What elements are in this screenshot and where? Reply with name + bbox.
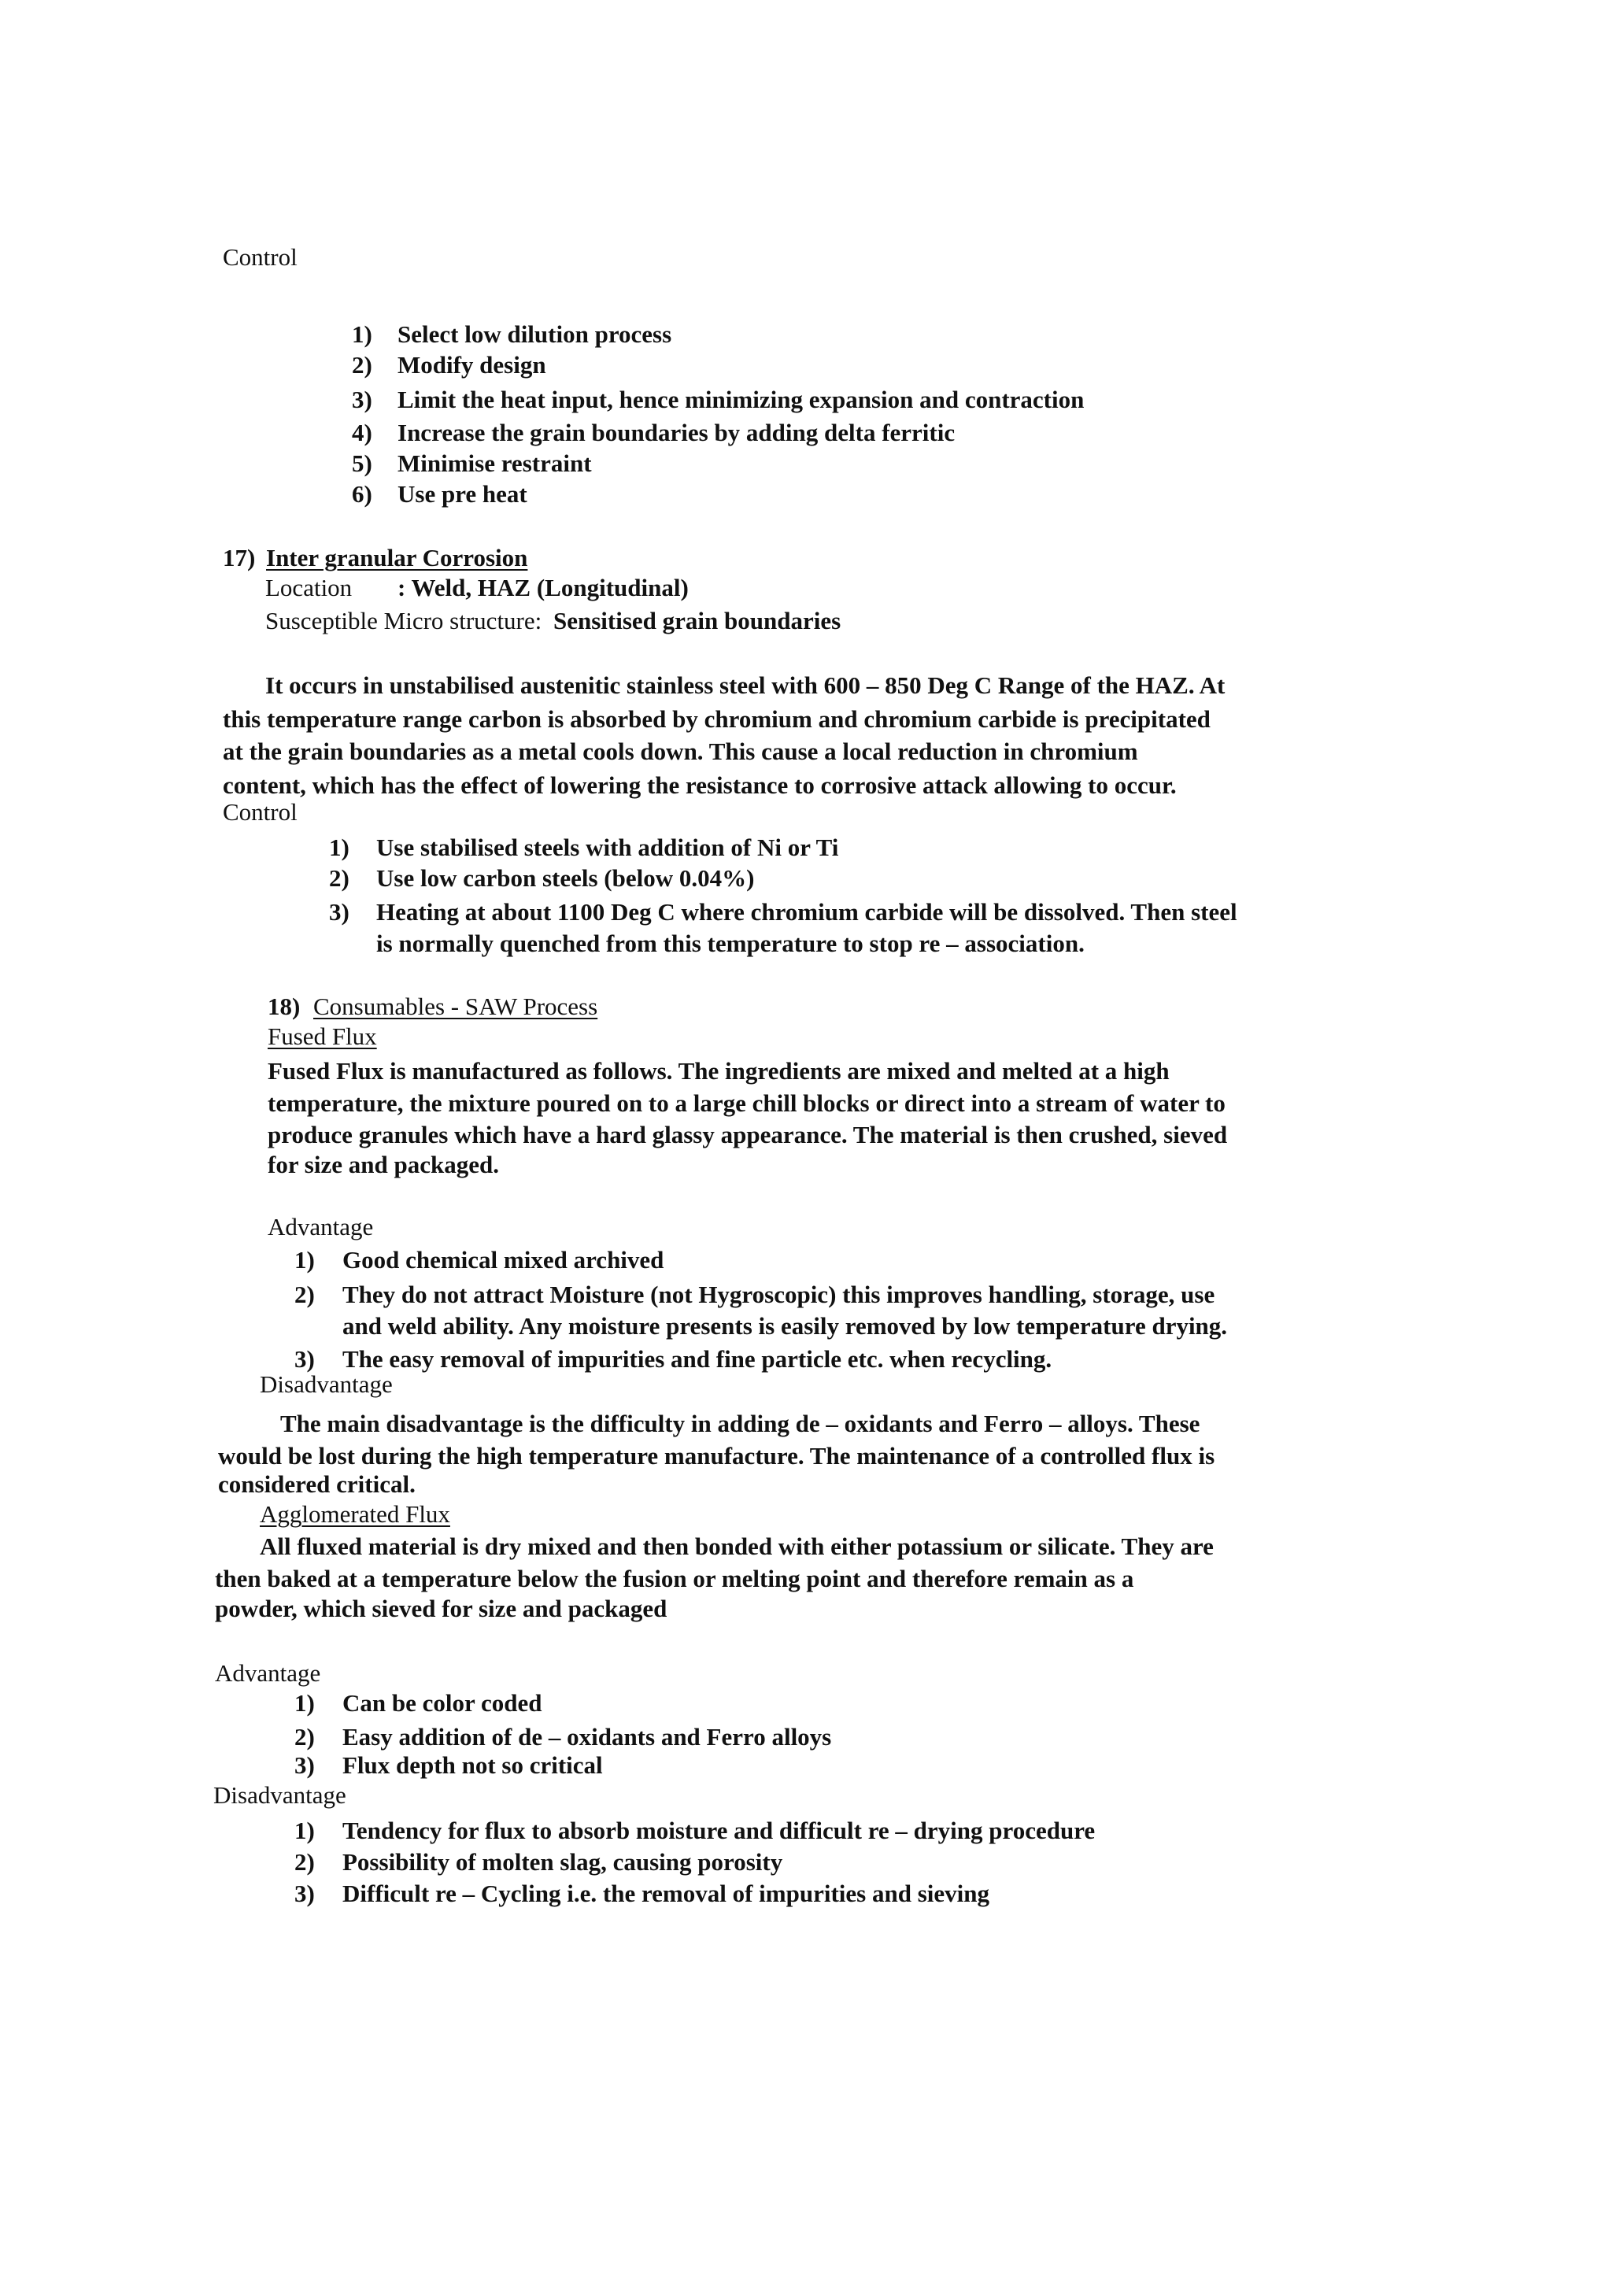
section-title: Inter granular Corrosion [266, 544, 528, 571]
location-value: : Weld, HAZ (Longitudinal) [397, 574, 689, 601]
microstructure-label: Susceptible Micro structure: [265, 607, 542, 634]
list-item: Good chemical mixed archived [342, 1246, 664, 1274]
list-item: Use pre heat [397, 480, 527, 508]
paragraph-line: Fused Flux is manufactured as follows. The ingredients are mixed and melted at a high [268, 1057, 1170, 1085]
list-item: Tendency for flux to absorb moisture and difficult re – drying procedure [342, 1817, 1096, 1844]
disadvantage-heading: Disadvantage [213, 1781, 346, 1809]
paragraph-line: at the grain boundaries as a metal cools down. This cause a local reduction in chromium [223, 738, 1138, 765]
paragraph-line: temperature, the mixture poured on to a large chill blocks or direct into a stream of water to [268, 1089, 1226, 1117]
paragraph-line: content, which has the effect of lowering the resistance to corrosive attack allowing to occur. [223, 771, 1177, 799]
control-heading: Control [223, 798, 298, 826]
list-item: Increase the grain boundaries by adding delta ferritic [397, 419, 956, 446]
paragraph-line: powder, which sieved for size and packaged [215, 1595, 667, 1622]
advantage-heading: Advantage [215, 1659, 321, 1687]
list-item: Possibility of molten slag, causing porosity [342, 1848, 783, 1876]
list-item-continuation: is normally quenched from this temperature to stop re – association. [376, 930, 1085, 957]
list-item: Easy addition of de – oxidants and Ferro alloys [342, 1723, 832, 1751]
disadvantage-heading: Disadvantage [260, 1370, 393, 1398]
list-item: The easy removal of impurities and fine particle etc. when recycling. [342, 1345, 1052, 1373]
list-number: 2) [294, 1281, 315, 1308]
list-number: 1) [329, 834, 349, 861]
list-item: Limit the heat input, hence minimizing expansion and contraction [397, 386, 1085, 413]
list-number: 2) [294, 1723, 315, 1751]
list-number: 1) [294, 1246, 315, 1274]
list-item: Flux depth not so critical [342, 1751, 603, 1779]
microstructure-value: Sensitised grain boundaries [553, 607, 841, 634]
location-label: Location [265, 574, 353, 601]
paragraph-line: The main disadvantage is the difficulty in adding de – oxidants and Ferro – alloys. These [280, 1410, 1200, 1437]
list-number: 3) [294, 1345, 315, 1373]
list-number: 3) [294, 1880, 315, 1907]
list-number: 1) [352, 320, 372, 348]
list-number: 1) [294, 1689, 315, 1717]
paragraph-line: It occurs in unstabilised austenitic stainless steel with 600 – 850 Deg C Range of the HAZ. At [265, 671, 1226, 699]
list-item: Use stabilised steels with addition of Ni or Ti [376, 834, 839, 861]
paragraph-line: then baked at a temperature below the fusion or melting point and therefore remain as a [215, 1565, 1134, 1592]
paragraph-line: considered critical. [218, 1470, 416, 1498]
list-item: They do not attract Moisture (not Hygroscopic) this improves handling, storage, use [342, 1281, 1215, 1308]
list-item: Can be color coded [342, 1689, 542, 1717]
list-item: Use low carbon steels (below 0.04%) [376, 864, 755, 892]
control-heading: Control [223, 243, 298, 271]
paragraph-line: produce granules which have a hard glassy appearance. The material is then crushed, sieved [268, 1121, 1228, 1148]
section-number: 17) [223, 544, 256, 571]
list-item: Minimise restraint [397, 449, 592, 477]
advantage-heading: Advantage [268, 1213, 374, 1240]
subsection-heading: Agglomerated Flux [260, 1500, 450, 1528]
list-item: Difficult re – Cycling i.e. the removal of impurities and sieving [342, 1880, 989, 1907]
paragraph-line: would be lost during the high temperature manufacture. The maintenance of a controlled flux is [218, 1442, 1215, 1470]
list-item: Select low dilution process [397, 320, 672, 348]
paragraph-line: All fluxed material is dry mixed and then bonded with either potassium or silicate. They are [260, 1533, 1214, 1560]
list-item-continuation: and weld ability. Any moisture presents is easily removed by low temperature drying. [342, 1312, 1228, 1340]
paragraph-line: this temperature range carbon is absorbed by chromium and chromium carbide is precipitated [223, 705, 1211, 733]
subsection-heading: Fused Flux [268, 1022, 377, 1050]
list-number: 2) [329, 864, 349, 892]
list-number: 3) [352, 386, 372, 413]
list-item: Heating at about 1100 Deg C where chromium carbide will be dissolved. Then steel [376, 898, 1237, 926]
list-number: 1) [294, 1817, 315, 1844]
list-number: 5) [352, 449, 372, 477]
list-item: Modify design [397, 351, 546, 379]
list-number: 2) [294, 1848, 315, 1876]
section-number: 18) [268, 993, 301, 1020]
list-number: 4) [352, 419, 372, 446]
list-number: 6) [352, 480, 372, 508]
list-number: 2) [352, 351, 372, 379]
list-number: 3) [294, 1751, 315, 1779]
paragraph-line: for size and packaged. [268, 1151, 499, 1178]
list-number: 3) [329, 898, 349, 926]
section-title: Consumables - SAW Process [313, 993, 598, 1020]
